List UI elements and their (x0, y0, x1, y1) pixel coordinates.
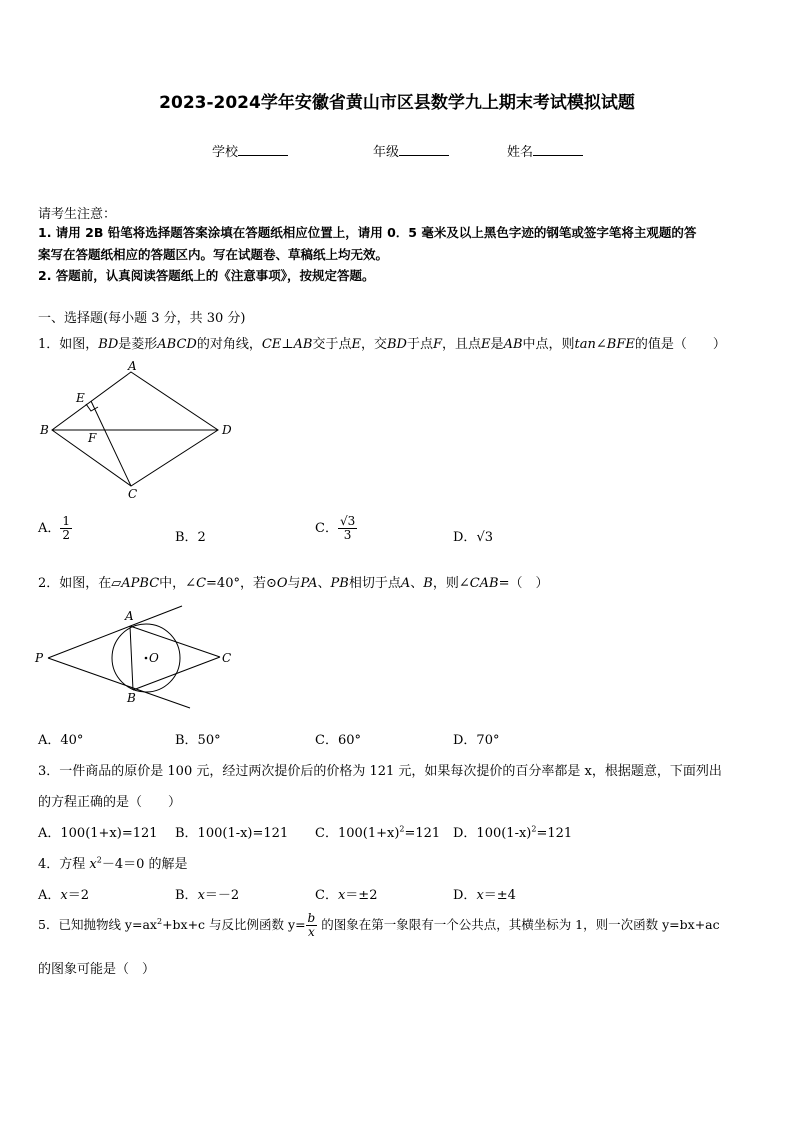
label-f: F (88, 431, 97, 445)
q3-option-c[interactable]: C．$100(1+x)^2=121$ (315, 824, 441, 841)
segment-ac (130, 626, 220, 657)
q2-option-a[interactable]: A．40° (38, 733, 84, 748)
q3-option-a[interactable]: A．100(1+x)=121 (38, 826, 158, 841)
notice-line-3: 2. 答题前，认真阅读答题纸上的《注意事项》，按规定答题。 (38, 268, 375, 283)
segment-ce (91, 401, 131, 486)
label-d: D (222, 423, 232, 437)
question-1-stem: 1．如图，BD是菱形ABCD的对角线，CE⊥AB交于点E，交BD于点F，且点E是AB中点，则tan∠BFE的值是（ ） (38, 337, 726, 352)
question-3-line-1: 3．一件商品的原价是 100 元，经过两次提价后的价格为 121 元，如果每次提价的百分率都是 x，根据题意，下面列出 (38, 764, 722, 779)
q1-option-b[interactable]: B．2 (175, 530, 206, 545)
question-5-line-2: 的图象可能是（ ） (38, 962, 156, 977)
question-3-line-2: 的方程正确的是（ ） (38, 795, 182, 810)
q3-option-d[interactable]: D．$100(1-x)^2=121$ (453, 824, 573, 841)
q4-option-c[interactable]: C．x＝±2 (315, 888, 378, 903)
label-c: C (128, 487, 138, 501)
figure-circle-tangent (30, 600, 240, 710)
label-o: O (149, 651, 159, 665)
q4-option-b[interactable]: B．x＝－2 (175, 888, 240, 903)
q2-option-d[interactable]: D．70° (453, 733, 500, 748)
question-4-stem: 4．方程 $x^2-4=0$ 的解是 (38, 855, 188, 872)
notice-heading: 请考生注意： (38, 207, 117, 222)
label-e: E (76, 391, 85, 405)
figure-rhombus (30, 360, 250, 505)
q1-option-d[interactable]: D．√3 (453, 530, 493, 545)
label-a: A (128, 360, 137, 373)
page-title: 2023-2024学年安徽省黄山市区县数学九上期末考试模拟试题 (159, 93, 635, 113)
q2-option-c[interactable]: C．60° (315, 733, 361, 748)
q1-option-a[interactable]: A． $\frac{1}{2}$ (38, 514, 71, 542)
tangent-pa (48, 606, 182, 658)
q1-option-c[interactable]: C． $\frac{√3}{3}$ (315, 514, 356, 542)
notice-line-2: 案写在答题纸相应的答题区内。写在试题卷、草稿纸上均无效。 (38, 247, 389, 262)
right-angle-mark (86, 404, 98, 411)
label-a: A (125, 609, 134, 623)
rhombus-outline (52, 372, 218, 486)
school-field[interactable]: 学校 (212, 141, 288, 160)
question-5-line-1: 5．已知抛物线 $y=ax^2+bx+c$ 与反比例函数 y= $\frac{b}{x}$ 的图象在第一象限有一个公共点，其横坐标为 1，则一次函数 y=bx+ac (38, 911, 720, 939)
segment-ab (130, 626, 133, 690)
q4-option-a[interactable]: A．x＝2 (38, 888, 90, 903)
grade-field[interactable]: 年级 (373, 141, 449, 160)
label-b: B (40, 423, 49, 437)
question-2-stem: 2．如图，在▱APBC中，∠C=40°，若⊙O与PA、PB相切于点A、B，则∠CAB=（ ） (38, 576, 549, 591)
section-heading: 一、选择题(每小题 3 分，共 30 分) (38, 311, 246, 326)
label-b: B (127, 691, 136, 705)
name-field[interactable]: 姓名 (507, 141, 583, 160)
label-c: C (222, 651, 232, 665)
label-p: P (35, 651, 44, 665)
q3-option-b[interactable]: B．100(1-x)=121 (175, 826, 289, 841)
center-dot (145, 657, 148, 660)
notice-line-1: 1. 请用 2B 铅笔将选择题答案涂填在答题纸相应位置上，请用 0．5 毫米及以上黑色字迹的钢笔或签字笔将主观题的答 (38, 225, 697, 240)
q2-option-b[interactable]: B．50° (175, 733, 221, 748)
q4-option-d[interactable]: D．x＝±4 (453, 888, 516, 903)
